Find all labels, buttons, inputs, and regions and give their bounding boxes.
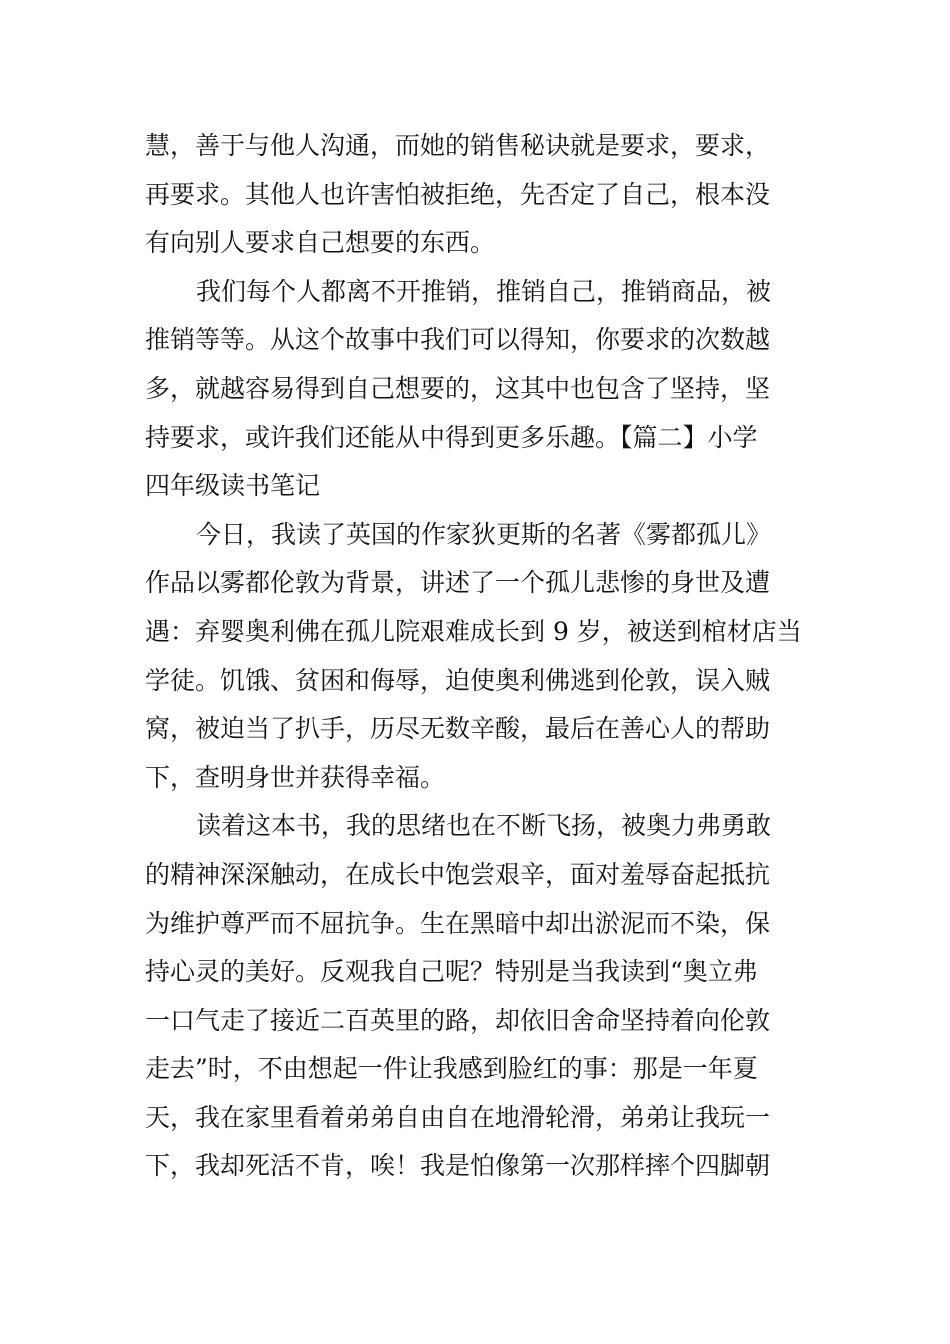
text-line: 的精神深深触动，在成长中饱尝艰辛，面对羞辱奋起抵抗 xyxy=(145,859,771,889)
text-line: 窝，被迫当了扒手，历尽无数辛酸，最后在善心人的帮助 xyxy=(145,714,771,744)
text-line: 天，我在家里看着弟弟自由自在地滑轮滑，弟弟让我玩一 xyxy=(145,1102,771,1132)
body-text xyxy=(145,122,810,1191)
text-line: 有向别人要求自己想要的东西。 xyxy=(145,228,496,258)
paragraph-first-line: 我们每个人都离不开推销，推销自己，推销商品，被 xyxy=(196,276,772,306)
paragraph-first-line: 今日，我读了英国的作家狄更斯的名著《雾都孤儿》 xyxy=(196,519,772,549)
text-line: 四年级读书笔记 xyxy=(145,471,321,501)
text-line: 慧，善于与他人沟通，而她的销售秘诀就是要求，要求， xyxy=(145,131,771,160)
text-line: 走去”时，不由想起一件让我感到脸红的事：那是一年夏 xyxy=(145,1054,758,1084)
text-line: 多，就越容易得到自己想要的，这其中也包含了坚持，坚 xyxy=(145,373,771,403)
text-line: 遇：弃婴奥利佛在孤儿院艰难成长到 9 岁，被送到棺材店当 xyxy=(145,616,802,646)
text-line: 作品以雾都伦敦为背景，讲述了一个孤儿悲惨的身世及遭 xyxy=(145,568,771,598)
text-line: 一口气走了接近二百英里的路，却依旧舍命坚持着向伦敦 xyxy=(145,1005,771,1035)
text-line: 为维护尊严而不屈抗争。生在黑暗中却出淤泥而不染，保 xyxy=(145,908,771,938)
text-line: 下，我却死活不肯，唉！我是怕像第一次那样摔个四脚朝 xyxy=(145,1151,771,1181)
text-line: 持心灵的美好。反观我自己呢？特别是当我读到“奥立弗 xyxy=(145,957,758,987)
paragraph-first-line: 读着这本书，我的思绪也在不断飞扬，被奥力弗勇敢 xyxy=(196,811,772,841)
text-line: 推销等等。从这个故事中我们可以得知，你要求的次数越 xyxy=(145,325,771,355)
text-line: 再要求。其他人也许害怕被拒绝，先否定了自己，根本没 xyxy=(145,179,771,209)
text-line: 学徒。饥饿、贫困和侮辱，迫使奥利佛逃到伦敦，误入贼 xyxy=(145,665,771,695)
text-line: 持要求，或许我们还能从中得到更多乐趣。【篇二】小学 xyxy=(145,422,758,452)
text-line: 下，查明身世并获得幸福。 xyxy=(145,762,446,792)
